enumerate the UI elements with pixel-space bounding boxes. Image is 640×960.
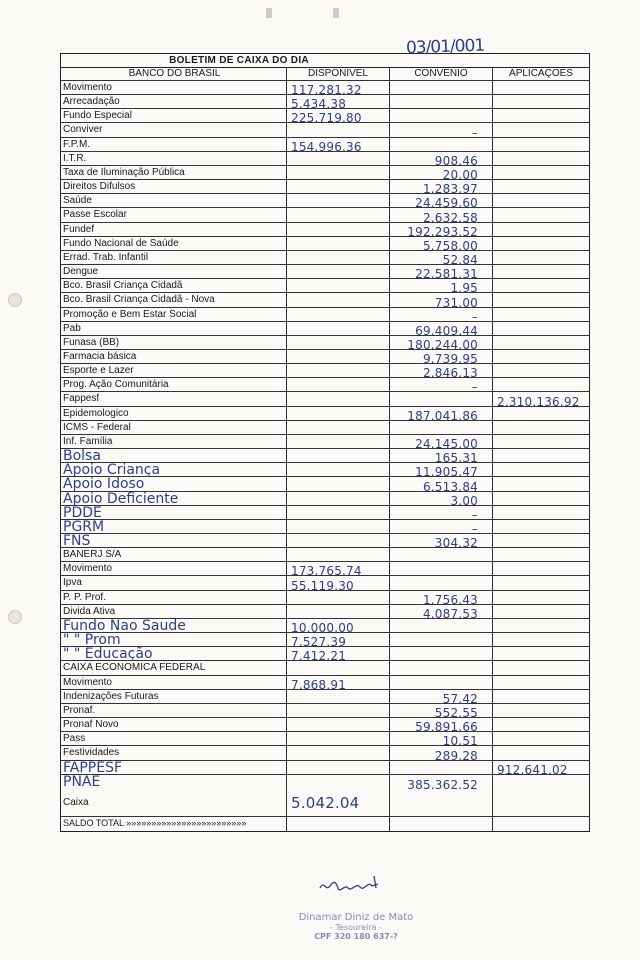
convenio-value: 6.513.84 xyxy=(422,479,478,494)
table-row xyxy=(61,617,589,636)
convenio-value: 52.84 xyxy=(442,253,478,268)
table-row xyxy=(61,223,589,237)
row-label: Farmacia básica xyxy=(63,350,137,362)
row-label: Bco. Brasil Criança Cidadã xyxy=(63,280,183,292)
table-row xyxy=(61,208,589,225)
table-row xyxy=(61,265,589,282)
row-label: Errad. Trab. Infantil xyxy=(63,251,149,263)
convenio-value: 1.283.97 xyxy=(422,182,478,197)
row-label: Pronaf Novo xyxy=(63,719,119,731)
convenio-value: 1.95 xyxy=(450,281,478,296)
row-label: Apoio Idoso xyxy=(63,476,145,493)
convenio-value: 731.00 xyxy=(434,295,478,310)
table-row xyxy=(61,676,589,690)
convenio-value: 552.55 xyxy=(434,706,478,721)
report-date: 03/01/001 xyxy=(405,35,485,59)
table-row xyxy=(61,704,589,721)
convenio-value: 2.846.13 xyxy=(422,366,478,381)
table-row xyxy=(61,690,589,704)
convenio-value: 289.28 xyxy=(434,748,478,763)
col-header-convenio: CONVÊNIO xyxy=(390,68,493,80)
convenio-value: 908.46 xyxy=(434,153,478,168)
table-row xyxy=(61,718,589,735)
row-label: Movimento xyxy=(63,82,112,93)
row-label: Ipva xyxy=(63,577,82,589)
row-label: Fundo Especial xyxy=(63,110,132,122)
row-label: Esporte e Lazer xyxy=(63,365,134,377)
table-row xyxy=(61,109,589,126)
table-row xyxy=(61,251,589,268)
row-label: Arrecadação xyxy=(63,96,120,108)
table-row xyxy=(61,591,589,605)
staple-mark xyxy=(266,8,272,18)
column-header-row xyxy=(61,68,589,81)
table-body xyxy=(61,81,589,792)
row-label: Bolsa xyxy=(63,448,101,465)
table-row xyxy=(61,761,589,775)
col-header-aplicacoes: APLICAÇÕES xyxy=(509,68,573,79)
table-row xyxy=(61,646,589,664)
convenio-value: 24.145.00 xyxy=(415,437,478,452)
saldo-total-label: SALDO TOTAL »»»»»»»»»»»»»»»»»»»»»»»» xyxy=(61,817,287,831)
col-header-bank: BANCO DO BRASIL xyxy=(61,68,287,80)
section-header-row xyxy=(61,548,589,562)
table-row xyxy=(61,492,589,506)
treasurer-stamp xyxy=(276,912,436,941)
table-row xyxy=(61,81,589,98)
row-label: Promoção e Bem Estar Social xyxy=(63,308,197,320)
table-row xyxy=(61,732,589,749)
caixa-label: Caixa xyxy=(61,789,287,816)
col-header-disponivel: DISPONÍVEL xyxy=(287,68,390,80)
table-row xyxy=(61,562,589,579)
table-row xyxy=(61,364,589,381)
row-label: Festividades xyxy=(63,747,120,759)
row-label: Fappesf xyxy=(63,393,100,405)
row-label: Divida Ativa xyxy=(63,605,116,617)
aplicacoes-value: 2.310.136.92 xyxy=(497,394,580,409)
table-row xyxy=(61,308,589,322)
convenio-value: 11.905.47 xyxy=(415,465,478,480)
row-label: ICMS - Federal xyxy=(63,421,131,433)
convenio-value: – xyxy=(471,507,478,522)
convenio-value: 304.32 xyxy=(434,536,478,551)
table-row xyxy=(61,448,589,466)
table-row xyxy=(61,180,589,197)
table-row xyxy=(61,152,589,166)
convenio-value: – xyxy=(471,380,478,395)
caixa-row xyxy=(61,789,589,817)
table-row xyxy=(61,392,589,409)
table-row xyxy=(61,773,589,792)
stamp-role: - Tesoureira - xyxy=(330,923,382,932)
table-row xyxy=(61,350,589,367)
cash-report-table xyxy=(60,35,590,832)
row-label: Fundo Nao Saude xyxy=(63,617,186,634)
table-row xyxy=(61,138,589,152)
row-label: Pass xyxy=(63,733,86,745)
disponivel-value: 7.527.39 xyxy=(291,635,347,650)
row-label: Movimento xyxy=(63,563,112,575)
row-label: Bco. Brasil Criança Cidadã - Nova xyxy=(63,294,215,306)
row-label: P. P. Prof. xyxy=(63,591,106,603)
disponivel-value: 117.281.32 xyxy=(291,83,362,98)
table-row xyxy=(61,435,589,452)
convenio-value: 5.758.00 xyxy=(422,238,478,253)
table-row xyxy=(61,421,589,435)
row-label: Fundo Nacional de Saúde xyxy=(63,237,179,249)
row-label: FNS xyxy=(63,533,91,549)
convenio-value: 57.42 xyxy=(442,691,478,706)
row-label: PDDE xyxy=(63,504,102,521)
row-label: PGRM xyxy=(63,518,105,535)
row-label: Funasa (BB) xyxy=(63,336,120,348)
row-label: F.P.M. xyxy=(63,138,91,150)
row-label: PNAE xyxy=(63,773,101,790)
aplicacoes-value: 912.641.02 xyxy=(497,762,568,777)
row-label: Pab xyxy=(63,322,81,334)
row-label: Movimento xyxy=(63,676,112,688)
table-row xyxy=(61,279,589,296)
table-row xyxy=(61,407,589,421)
row-label: Saúde xyxy=(63,195,92,207)
row-label: Epidemologico xyxy=(63,407,129,419)
table-row xyxy=(61,166,589,183)
table-row xyxy=(61,123,589,140)
row-label: Taxa de Iluminação Pública xyxy=(63,166,185,178)
disponivel-value: 7.868.91 xyxy=(291,677,347,692)
table-row xyxy=(61,476,589,494)
binder-hole-bottom xyxy=(8,610,22,624)
table-row xyxy=(61,336,589,350)
row-label: Dengue xyxy=(63,266,99,278)
convenio-value: 24.459.60 xyxy=(415,196,478,211)
row-label: Apoio Criança xyxy=(63,462,161,479)
section-header-row xyxy=(61,661,589,675)
disponivel-value: 225.719.80 xyxy=(291,111,362,126)
staple-mark xyxy=(333,8,339,18)
section-label: BANERJ S/A xyxy=(63,549,122,561)
section-label: CAIXA ECONOMICA FEDERAL xyxy=(63,662,206,674)
row-label: " " Prom xyxy=(63,632,121,649)
row-label: Fundef xyxy=(63,223,95,235)
convenio-value: 192.293.52 xyxy=(407,224,478,239)
table-row xyxy=(61,746,589,763)
disponivel-value: 5.434.38 xyxy=(291,97,347,112)
row-label: Inf. Família xyxy=(63,435,113,447)
report-title: BOLETIM DE CAIXA DO DIA xyxy=(169,55,309,66)
stamp-name: Dinamar Diniz de Mato xyxy=(298,912,414,923)
convenio-value: 4.087.53 xyxy=(422,606,478,621)
convenio-value: 10.51 xyxy=(442,734,478,749)
convenio-value: 2.632.58 xyxy=(422,210,478,225)
convenio-value: 187.041.86 xyxy=(407,408,478,423)
table-row xyxy=(61,520,589,534)
disponivel-value: 10.000.00 xyxy=(291,621,354,636)
saldo-total-row xyxy=(61,817,589,831)
row-label: FAPPESF xyxy=(63,759,123,776)
title-row xyxy=(61,35,589,68)
stamp-cpf: CPF 320 180 637-? xyxy=(314,932,398,941)
convenio-value: 69.409.44 xyxy=(415,323,478,338)
table-row xyxy=(61,237,589,251)
row-label: I.T.R. xyxy=(63,152,87,164)
table-row xyxy=(61,632,589,650)
table-row xyxy=(61,462,589,480)
table-row xyxy=(61,293,589,310)
row-label: Conviver xyxy=(63,124,103,136)
row-label: Indenizações Futuras xyxy=(63,690,159,702)
row-label: " " Educação xyxy=(63,646,153,663)
disponivel-value: 173.765.74 xyxy=(291,564,362,579)
row-label: Apoio Deficiente xyxy=(63,490,179,507)
table-row xyxy=(61,378,589,395)
disponivel-value: 154.996.36 xyxy=(291,139,362,154)
table-row xyxy=(61,605,589,619)
convenio-value: 1.756.43 xyxy=(422,592,478,607)
convenio-value: – xyxy=(471,309,478,324)
table-row xyxy=(61,322,589,336)
caixa-value: 5.042.04 xyxy=(291,793,360,812)
disponivel-value: 55.119.30 xyxy=(291,578,354,593)
table-row xyxy=(61,533,589,551)
row-label: Pronaf. xyxy=(63,704,96,716)
row-label: Direitos Difulsos xyxy=(63,181,136,193)
convenio-value: 20.00 xyxy=(442,168,478,183)
convenio-value: 180.244.00 xyxy=(407,337,478,352)
row-label: Passe Escolar xyxy=(63,209,127,221)
convenio-value: 22.581.31 xyxy=(415,267,478,282)
table-row xyxy=(61,95,589,112)
disponivel-value: 7.412.21 xyxy=(291,649,347,664)
convenio-value: – xyxy=(471,522,478,536)
convenio-value: 385.362.52 xyxy=(407,777,478,792)
convenio-value: 165.31 xyxy=(434,451,478,466)
table-row xyxy=(61,576,589,593)
signature xyxy=(318,874,388,898)
table-row xyxy=(61,506,589,520)
convenio-value: – xyxy=(471,125,478,140)
table-row xyxy=(61,194,589,211)
convenio-value: 9.739.95 xyxy=(422,352,478,367)
row-label: Prog. Ação Comunitária xyxy=(63,379,169,391)
binder-hole-top xyxy=(8,293,22,307)
convenio-value: 59.891.66 xyxy=(415,720,478,735)
convenio-value: 3.00 xyxy=(450,493,478,508)
